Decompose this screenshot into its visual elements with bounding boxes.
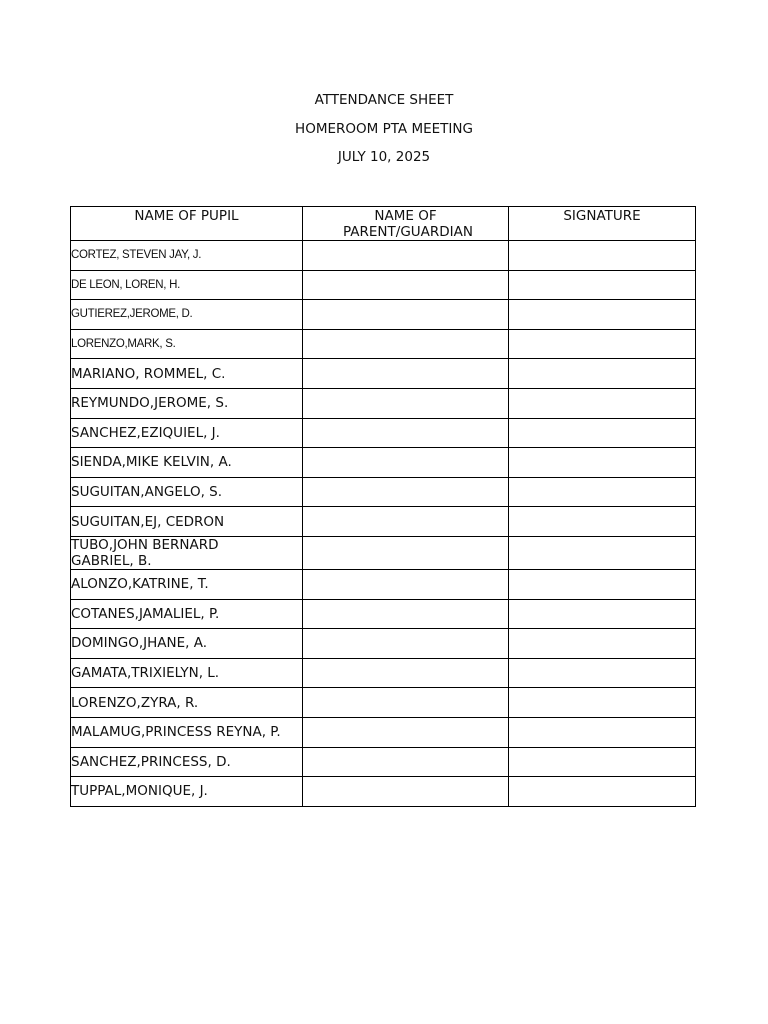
parent-name-cell[interactable]: [303, 359, 509, 389]
signature-cell[interactable]: [509, 599, 696, 629]
table-row: [71, 747, 696, 777]
table-row: [71, 536, 696, 569]
table-row: [71, 359, 696, 389]
signature-cell[interactable]: [509, 241, 696, 271]
parent-name-cell[interactable]: [303, 241, 509, 271]
parent-name-cell[interactable]: [303, 777, 509, 807]
pupil-name-cell: LORENZO,MARK, S.: [71, 329, 303, 359]
table-row: [71, 777, 696, 807]
table-row: [71, 388, 696, 418]
signature-cell[interactable]: [509, 747, 696, 777]
pupil-name-cell: DE LEON, LOREN, H.: [71, 270, 303, 300]
parent-name-cell[interactable]: [303, 629, 509, 659]
table-row: [71, 569, 696, 599]
parent-name-cell[interactable]: [303, 747, 509, 777]
signature-cell[interactable]: [509, 658, 696, 688]
signature-cell[interactable]: [509, 536, 696, 569]
signature-cell[interactable]: [509, 418, 696, 448]
table-row: [71, 599, 696, 629]
parent-name-cell[interactable]: [303, 300, 509, 330]
parent-name-cell[interactable]: [303, 688, 509, 718]
parent-name-cell[interactable]: [303, 569, 509, 599]
parent-name-cell[interactable]: [303, 658, 509, 688]
table-row: [71, 241, 696, 271]
pupil-name-cell: LORENZO,ZYRA, R.: [71, 688, 303, 718]
table-row: [71, 717, 696, 747]
parent-name-cell[interactable]: [303, 448, 509, 478]
table-row: [71, 507, 696, 537]
signature-cell[interactable]: [509, 688, 696, 718]
parent-name-cell[interactable]: [303, 599, 509, 629]
signature-cell[interactable]: [509, 629, 696, 659]
parent-name-cell[interactable]: [303, 388, 509, 418]
parent-name-cell[interactable]: [303, 270, 509, 300]
table-row: [71, 658, 696, 688]
pupil-name-cell: SUGUITAN,ANGELO, S.: [71, 477, 303, 507]
table-row: [71, 329, 696, 359]
pupil-name-cell: TUBO,JOHN BERNARD GABRIEL, B.: [71, 536, 303, 569]
table-row: [71, 300, 696, 330]
signature-cell[interactable]: [509, 569, 696, 599]
pupil-name-cell: TUPPAL,MONIQUE, J.: [71, 777, 303, 807]
parent-name-cell[interactable]: [303, 329, 509, 359]
pupil-name-cell: REYMUNDO,JEROME, S.: [71, 388, 303, 418]
signature-cell[interactable]: [509, 388, 696, 418]
pupil-name-cell: CORTEZ, STEVEN JAY, J.: [71, 241, 303, 271]
pupil-name-cell: SUGUITAN,EJ, CEDRON: [71, 507, 303, 537]
signature-cell[interactable]: [509, 359, 696, 389]
signature-cell[interactable]: [509, 270, 696, 300]
parent-name-cell[interactable]: [303, 717, 509, 747]
signature-cell[interactable]: [509, 300, 696, 330]
pupil-name-cell: COTANES,JAMALIEL, P.: [71, 599, 303, 629]
table-row: [71, 629, 696, 659]
column-header-pupil: NAME OF PUPIL: [71, 207, 303, 241]
column-header-signature: SIGNATURE: [509, 207, 696, 241]
table-row: [71, 418, 696, 448]
signature-cell[interactable]: [509, 507, 696, 537]
document-date: JULY 10, 2025: [337, 149, 431, 165]
table-row: [71, 270, 696, 300]
signature-cell[interactable]: [509, 777, 696, 807]
pupil-name-cell: ALONZO,KATRINE, T.: [71, 569, 303, 599]
pupil-name-cell: SANCHEZ,EZIQUIEL, J.: [71, 418, 303, 448]
attendance-table: [70, 206, 696, 807]
pupil-name-cell: DOMINGO,JHANE, A.: [71, 629, 303, 659]
parent-name-cell[interactable]: [303, 477, 509, 507]
pupil-name-cell: GAMATA,TRIXIELYN, L.: [71, 658, 303, 688]
signature-cell[interactable]: [509, 717, 696, 747]
document-subtitle: HOMEROOM PTA MEETING: [295, 121, 473, 137]
parent-name-cell[interactable]: [303, 507, 509, 537]
table-row: [71, 688, 696, 718]
pupil-name-cell: SANCHEZ,PRINCESS, D.: [71, 747, 303, 777]
table-row: [71, 477, 696, 507]
signature-cell[interactable]: [509, 448, 696, 478]
document-title: ATTENDANCE SHEET: [314, 92, 454, 108]
pupil-name-cell: MALAMUG,PRINCESS REYNA, P.: [71, 717, 303, 747]
pupil-name-cell: MARIANO, ROMMEL, C.: [71, 359, 303, 389]
parent-name-cell[interactable]: [303, 418, 509, 448]
table-header-row: [71, 207, 696, 241]
pupil-name-cell: GUTIEREZ,JEROME, D.: [71, 300, 303, 330]
signature-cell[interactable]: [509, 477, 696, 507]
signature-cell[interactable]: [509, 329, 696, 359]
pupil-name-cell: SIENDA,MIKE KELVIN, A.: [71, 448, 303, 478]
parent-name-cell[interactable]: [303, 536, 509, 569]
column-header-parent: NAME OF PARENT/GUARDIAN: [303, 207, 509, 241]
table-row: [71, 448, 696, 478]
